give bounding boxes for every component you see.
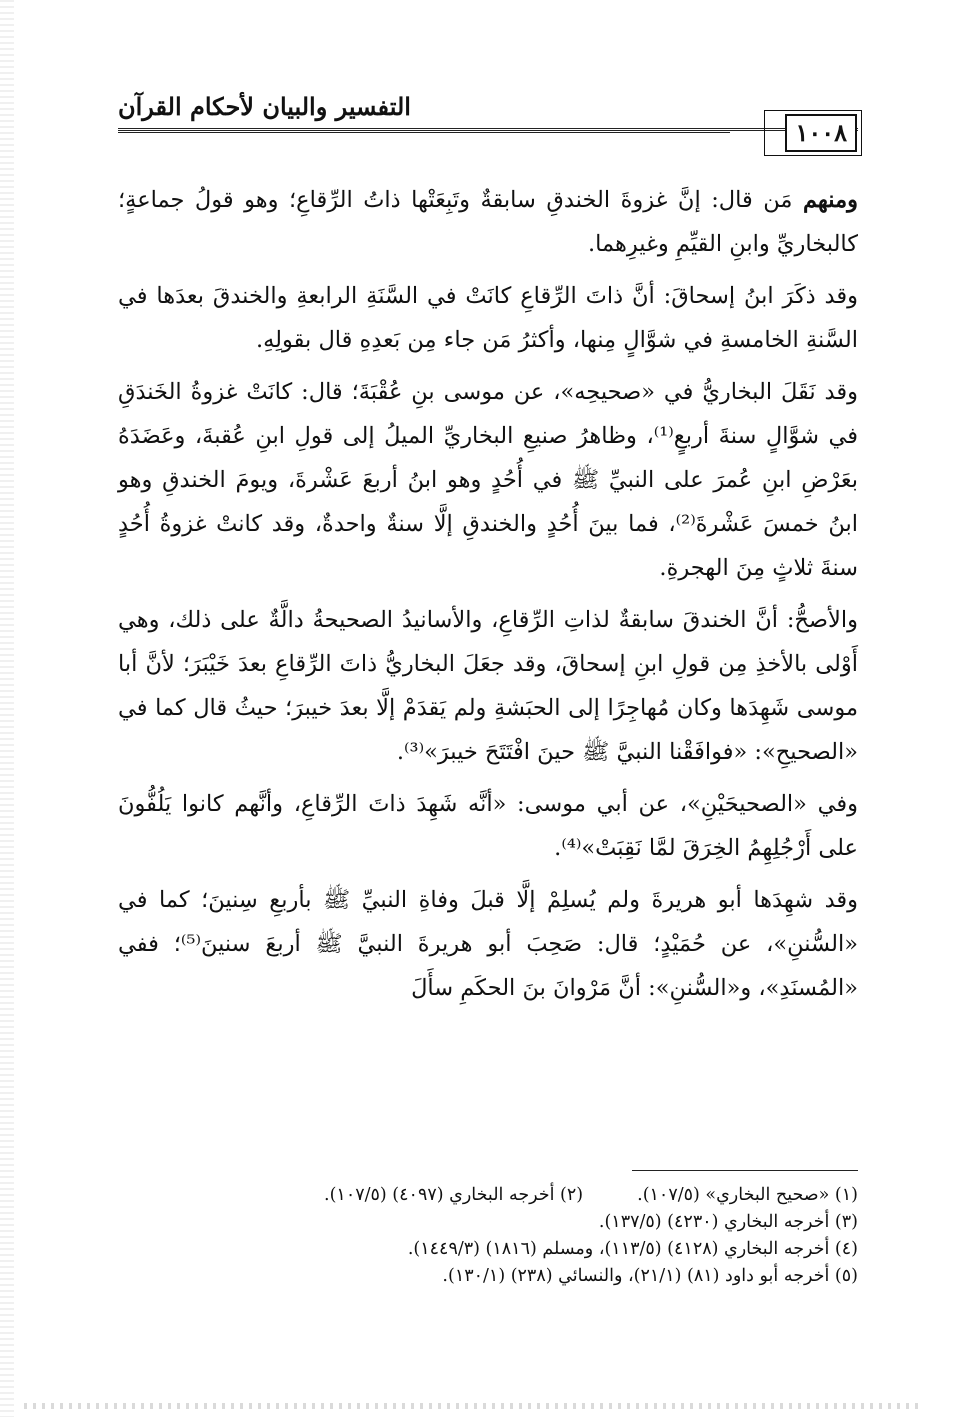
paragraph bbox=[118, 782, 858, 870]
footnote-5: (٥) أخرجه أبو داود (٨١) (٢١/١)، والنسائي (٢٣٨) (١٣٠/١). bbox=[442, 1266, 858, 1286]
paragraph-text: والأصحُّ: أنَّ الخندقَ سابقةٌ لذاتِ الرِّقاعِ، والأسانيدُ الصحيحةُ دالَّةٌ على ذلك، وهي أَوْلى بالأخذِ مِن قولِ ابنِ إسحاقَ، وقد جعَلَ البخاريُّ ذاتَ الرِّقاعِ بعدَ خَيْبَرَ؛ لأنَّ أبا موسى شَهِدَها وكان مُهاجِرًا إلى الحبَشةِ ولم يَقدَمْ إلَّا بعدَ خيبرَ؛ حيثُ قال كما في «الصحيحِ»: «فوافَقْنا النبيَّ ﷺ حينَ افْتَتَحَ خيبرَ»⁽³⁾. bbox=[118, 607, 858, 765]
paragraph-lead: ومنهم bbox=[802, 187, 858, 213]
paragraph-text: وقد شهِدَها أبو هريرةَ ولم يُسلِمْ إلَّا قبلَ وفاةِ النبيِّ ﷺ بأربعِ سِنينَ؛ كما في «السُّننِ»، عن حُمَيْدٍ؛ قال: صَحِبَ أبو هريرةَ النبيَّ ﷺ أربعَ سنينَ⁽⁵⁾؛ ففي «المُسنَدِ»، و«السُّننِ»: أنَّ مَرْوانَ بنَ الحكَمِ سأَلَ bbox=[118, 887, 858, 1001]
scan-gutter bbox=[0, 0, 14, 1417]
page-number-rule bbox=[118, 130, 730, 133]
main-text bbox=[118, 178, 858, 1018]
running-title: التفسير والبيان لأحكام القرآن bbox=[118, 92, 411, 121]
footnotes bbox=[118, 1182, 858, 1290]
paragraph bbox=[118, 178, 858, 266]
footnote-4: (٤) أخرجه البخاري (٤١٢٨) (١١٣/٥)، ومسلم (١٨١٦) (١٤٤٩/٣). bbox=[407, 1239, 858, 1259]
page-header bbox=[118, 92, 858, 162]
footnote-row bbox=[118, 1209, 858, 1236]
footnote-row bbox=[118, 1263, 858, 1290]
page-number-frame bbox=[764, 110, 862, 156]
footnote-row bbox=[118, 1236, 858, 1263]
paragraph bbox=[118, 370, 858, 590]
footnote-3: (٣) أخرجه البخاري (٤٢٣٠) (١٣٧/٥). bbox=[598, 1212, 858, 1232]
footnote-separator bbox=[632, 1170, 858, 1171]
paragraph-text: وقد ذكَرَ ابنُ إسحاقَ: أنَّ ذاتَ الرِّقاعِ كانَتْ في السَّنَةِ الرابعةِ والخندقَ بعدَها في السَّنةِ الخامسةِ في شوَّالٍ مِنها، وأكثرُ مَن جاء مِن بَعدِهِ قال بقولِهِ. bbox=[118, 283, 858, 353]
paragraph-text: وقد نَقَلَ البخاريُّ في «صحيحِه»، عن موسى بنِ عُقْبَةَ؛ قال: كانَتْ غزوةُ الخَندَقِ في شوَّالٍ سنةَ أربعٍ⁽¹⁾، وظاهرُ صنيعِ البخاريِّ الميلُ إلى قولِ ابنِ عُقبةَ، وعَضَدَهُ بعَرْضِ ابنِ عُمرَ على النبيِّ ﷺ في أُحُدٍ وهو ابنُ أربعَ عَشْرةَ، ويومَ الخندقِ وهو ابنُ خمسَ عَشْرةَ⁽²⁾، فما بينَ أُحُدٍ والخندقِ إلَّا سنةٌ واحدةٌ، وقد كانتْ غزوةُ أُحُدٍ سنةَ ثلاثٍ مِنَ الهجرةِ. bbox=[118, 379, 858, 581]
paragraph bbox=[118, 878, 858, 1010]
paragraph-text: وفي «الصحيحَيْنِ»، عن أبي موسى: «أنَّه شَهِدَ ذاتَ الرِّقاعِ، وأنَّهم كانوا يَلُفُّونَ على أَرْجُلِهِمُ الخِرَقَ لمَّا نَقِبَتْ»⁽⁴⁾. bbox=[118, 791, 858, 861]
scan-edge bbox=[24, 1403, 924, 1409]
footnote-1: (١) «صحيح البخاري» (١٠٧/٥). bbox=[637, 1185, 858, 1205]
footnote-2: (٢) أخرجه البخاري (٤٠٩٧) (١٠٧/٥). bbox=[324, 1185, 584, 1205]
footnote-row bbox=[118, 1182, 858, 1209]
paragraph-text: مَن قال: إنَّ غزوةَ الخندقِ سابقةٌ وتَبِعَتْها ذاتُ الرِّقاعِ؛ وهو قولُ جماعةٍ؛ كالبخاريِّ وابنِ القيِّمِ وغيرِهما. bbox=[118, 187, 858, 257]
page-number: ١٠٠٨ bbox=[785, 114, 857, 152]
paragraph bbox=[118, 274, 858, 362]
paragraph bbox=[118, 598, 858, 774]
